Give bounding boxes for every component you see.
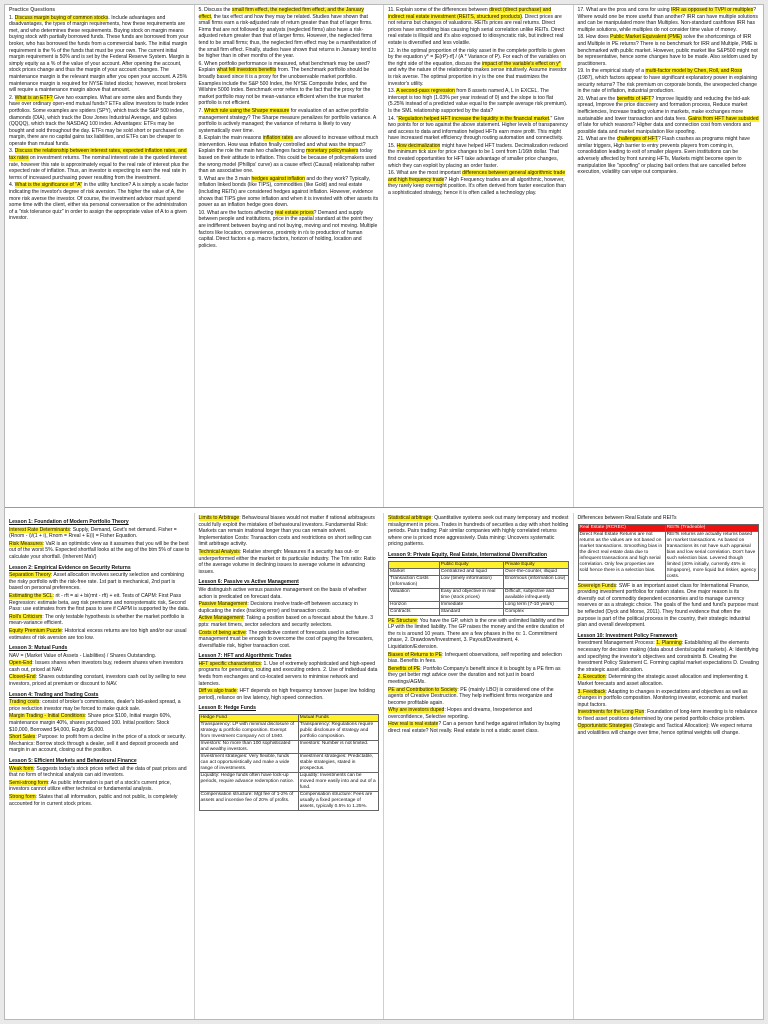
l4-c-text: : Purpose: to profit from a decline in the price of a stock or security. Mechanics: Borrow stock through a dealer, sell it and deposit proceeds and margin in an account, closing out the position.	[9, 734, 186, 754]
table-cell: Low (timely information)	[439, 575, 503, 588]
question-9	[199, 176, 380, 209]
l10-e-text: (Strategic and Tactical Allocation): We expect returns and volatilities will change over time, hence optimal weights will change.	[577, 723, 753, 737]
l4-b-text: : Share price $100, Initial margin 60%, maintenance margin 40%, shares purchased 100. Initial position: Stock $10,000, Borrowed $4,000, Equity $6,000.	[9, 713, 172, 733]
table-cell: Standard	[439, 608, 503, 615]
table-cell: Liquidity: Investments can be moved more easily into and out of a fund.	[298, 773, 378, 792]
q4-prefix: 4.	[9, 182, 15, 189]
table-header-row	[389, 561, 569, 568]
q19-highlight: multi-factor model by Chen, Roll, and Ross	[645, 68, 743, 75]
q14-highlight: Regulation helped HFT increase the liquidity in the financial market	[398, 115, 550, 122]
l9-e-text: : Hopes and dreams, Inexperience and overconfidence, Selective reporting.	[388, 707, 533, 720]
table-header: Private Equity	[504, 561, 569, 568]
question-2	[9, 95, 190, 148]
l2-d-highlight: Equity Premium Puzzle	[9, 627, 62, 634]
q15-prefix: 15.	[388, 142, 397, 149]
table-cell: Investment strategies: Very flexible, funds can act opportunistically and make a wide range of investments.	[199, 754, 298, 773]
lesson-3-title: Lesson 3: Mutual Funds	[9, 645, 68, 652]
table-header	[389, 561, 440, 568]
table-row	[389, 588, 569, 601]
l2-a-highlight: Separation Theory	[9, 572, 51, 579]
l1-b-text: : VaR is an optimistic view as it assumes that you will be the best out of the worst 5%. Expected shortfall looks at the avg of the btm 5% of case to calculate your shortfall. (Inherent MaV)	[9, 540, 190, 560]
l4-trading-costs	[9, 699, 190, 712]
question-10	[199, 210, 380, 250]
l9-biases	[388, 652, 569, 665]
q21-prefix: 21. What are the	[577, 136, 617, 143]
q15-highlight: How decimalization	[396, 142, 441, 149]
l9-duped	[388, 707, 569, 720]
lesson-9-title: Lesson 9: Private Equity, Real Estate, International Diversification	[388, 551, 547, 558]
q11-text: . Direct prices are not returns but changes of valuations. REITs prices are real returns. Direct prices have smoothing bias causing high serial correlation unlike REITs. Direct real estate is illiquid and it's also exposed to idiosyncratic risk, but indirect real estate is diversified and less volatile.	[388, 13, 565, 46]
l9-a-text: : You have the GP, which is the one with unlimited liability and the LP with the limited liability. The GP raises the money and the entire duration of the rs is around 10 years. There are a few phases in the rs: 1. Commitment phase, 2. Drawdown/Investment, 3. Payout/Divestment, 4. Liquidation/Extension.	[388, 617, 565, 650]
table-header: Real Estate (RCREC)	[578, 524, 665, 531]
question-3	[9, 148, 190, 181]
question-7	[199, 108, 380, 134]
table-row	[389, 568, 569, 575]
l7-a-highlight: HFT specific characteristics	[198, 660, 261, 667]
l9-c-text: : Portfolio Company's benefit since it is bought by a PE firm as they get better mgt advice over the duration and not just in board meetings/AGMs.	[388, 665, 561, 685]
q1-prefix: 1.	[9, 14, 15, 21]
q3-text: on investment returns. The nominal interest rate is the quoted interest rate, however this rate is approximately equal to the real rate of interest plus the expected rate of inflation. Thus, an investor is expecting to earn the real rate in terms of increased purchasing power resulting from the investment.	[9, 155, 189, 181]
l9-d-highlight: PE and Contribution to Society	[388, 686, 458, 693]
l7-a-text: : 1. Use of extremely sophisticated and high-speed programs for generating, routing and executing orders. 2. Use of individual data feeds from exchanges and co-located servers to minimise network and latencies.	[198, 660, 378, 687]
l5-d-text: : Behavioural biases would not matter if rational arbitrageurs could fully exploit the mistakes of behavioural investors. Fundamental Risk: Markets can remain irrational longer than you can remain solvent. Implementation Costs: Transaction costs and restrictions on short selling can limit arbitrage activity.	[198, 515, 375, 548]
q3-prefix: 3.	[9, 148, 15, 155]
l9-society	[388, 687, 569, 707]
q10-prefix: 10. What are the factors affecting	[198, 209, 275, 216]
l6-d-highlight: Costs of being active	[198, 629, 246, 636]
l9-b-text: : Infrequent observations, self reporting and selection bias. Benefits in fees.	[388, 651, 562, 665]
lesson-column-2	[195, 513, 385, 1019]
question-14	[388, 116, 569, 142]
l7-b-text: : HFT depends on high frequency turnover (super low holding period), reliance on low latency, high speed connection.	[198, 688, 376, 701]
q5-prefix: 5. Discuss the	[198, 7, 232, 13]
q7-prefix: 7.	[198, 107, 205, 114]
l2-equity-premium	[9, 628, 190, 641]
table-header-row	[578, 524, 759, 531]
lesson-6-title: Lesson 6: Passive vs Active Management	[198, 579, 299, 586]
table-header: Mutual Funds	[298, 715, 378, 722]
hedge-vs-mutual-table	[199, 714, 380, 811]
l9-real-estate	[388, 721, 569, 734]
q7-text: for evaluation of an active portfolio management strategy? The Sharpe measure penalizes for portfolio variance. A portfolio is actively managed; the variance of returns is likely to vary systematically over time.	[198, 107, 376, 134]
q15-text: might have helped HFT traders. Decimalization reduced the minimum tick size for price changes to be 1 cent from 1/16th dollar. That first created opportunities for HFT take advantage of smaller price changes, which they can exploit by placing an order faster.	[388, 142, 568, 169]
l9-f-text: ? Can a person fund hedge against inflation by buying direct real estate? Not really. Real estate is not a static asset class.	[388, 721, 561, 735]
question-6	[199, 61, 380, 107]
lesson-column-1	[5, 513, 195, 1019]
l1-b-highlight: Risk Measures	[9, 540, 43, 547]
lesson-column-3	[384, 513, 574, 1019]
q12-highlight: impact of the variable's effect on y*	[482, 60, 561, 67]
q20b-text: of late for which reasons? Higher data and connection cost from vendors and possible data and market manipulation like spoofing.	[577, 122, 752, 135]
q8-text-2: today based on their attitude to inflation. This could be because of policymakers used the wrong model (Phillips' curve) as a cause effect (Causal) relationship rather than an associative one.	[198, 148, 377, 175]
table-cell: Difficult, subjective and available infrequently	[504, 588, 569, 601]
table-cell: Compensation structure: Mgt fee of 1-2% of assets and incentive fee of 20% of profits.	[199, 792, 298, 811]
lesson-1-title: Lesson 1: Foundation of Modern Portfolio Theory	[9, 519, 129, 525]
sw-text: : SWF is an important asset class for International Finance, providing investment portfolios for nation states. One major reason is its diversify out of commodity dependent economies and to manage currency reserves or as a strategic choice. The goals of the fund and fund's purpose must be reflected (Dyck and Morse, 2011). They found evidence that often the purpose is part of the political process in the country, their strategic industrial plan and overall development.	[577, 582, 759, 629]
table-header-row	[199, 715, 379, 722]
re-vs-reit-table	[578, 524, 760, 581]
q13-prefix: 13.	[388, 88, 397, 95]
l5-strong	[9, 794, 190, 807]
l4-margin	[9, 713, 190, 733]
l5-e-text: : Relative strength: Measures if a security has out- or underperformed either the market or its particular industry. The Trin ratio: Ratio of the average volume in declining issues to average volume in advancing issues.	[198, 548, 376, 575]
l10-long-run	[578, 709, 760, 722]
l10-c-text: : Adapting to changes in expectations and objectives as well as changes in portfolio composition. Monitoring investor, economic and market input factors.	[577, 688, 748, 708]
q16-text: ? High Frequency trades are all algorithmic, however, they rarely keep overnight position. It's often derived from faster execution than a sophisticated strategy, hence it is often called a technology play.	[388, 176, 566, 197]
table-row	[199, 722, 379, 741]
l8-a-highlight: Statistical arbitrage	[388, 515, 432, 521]
question-13	[388, 88, 569, 114]
l10-d-text: : Foundation of long-term investing is to rebalance to fixed asset positions determined by one period portfolio choice problem.	[577, 709, 758, 722]
q3-highlight: Discuss the relationship between interest rates, expected inflation rates, and tax rates	[9, 148, 187, 162]
question-20	[578, 96, 760, 136]
question-16	[388, 170, 569, 196]
q5-text: , the tax effect and how they may be related. Studies have shown that small firms earn a risk-adjusted rate of return greater than that of larger firms. Firms that are not followed by analysts (neglected firms) also have a risk-adjusted return greater than that of larger firms. However, the neglected firms tend to be small firms; thus, the neglected firm effect may be a manifestation of the small firm effect. Finally, studies have shown that returns in January tend to be higher than in other months of the year.	[198, 13, 377, 60]
l4-short-sales	[9, 734, 190, 754]
l9-d-text: : PE (mainly LBO) is considered one of the agents of Creative Destruction. They help inefficient firms reorganize and become profitable again.	[388, 686, 554, 706]
l7-b-highlight: Diff vs algo trade	[198, 688, 237, 695]
table-row	[199, 792, 379, 811]
l9-c-highlight: Benefits of PE	[388, 665, 421, 672]
l6-passive	[199, 601, 380, 614]
q18-highlight: Public Market Equivalent (PME)	[610, 34, 682, 41]
l5-weak-form	[9, 766, 190, 779]
q1-text: . Include advantages and disadvantages, the types of margin requirements, how these requirements are met, and who determines these requirements. Buying stock on margin means buying stock with partially borrowed funds. These funds are borrowed from your broker, who has borrowed the funds from a commercial bank. The initial margin requirement is the % of the funds that must be your own. The current initial margin requirement is 50% and is set by the Federal Reserve System. Margin is simply equity as a % of the value of your account. After opening the account, stock prices change and thus the margin of your account changes. The maintenance margin is the relevant margin after you open your account. A 25% maintenance margin is required for NYSE listed stocks; however, most brokers will require a maintenance margin above that amount.	[9, 14, 190, 94]
l5-b-text: : As public information is part of a stock's current price, investors cannot utilize either technical or fundamental analysis.	[9, 779, 172, 793]
l9-b-highlight: Biases of Returns to PE	[388, 651, 443, 658]
l8-a-text: : Quantitative systems seek out many temporary and modest misalignment in prices. Trades in hundreds of securities a day with short holding periods. Pairs trading: Pair similar companies with highly correlated returns where one is priced more aggressively. Data mining: Uncovers systematic pricing patterns.	[388, 515, 569, 548]
q2-text: Give two examples. What are some ales and Bunds they have over ordinary open-end mutual funds? ETFs allow investors to trade index portfolios. Some examples are spiders (SPY), which track the S&P 500 index, diamonds (DIA), which track the Dow Jones Industrial Average, and qubes (QQQQ), which track the NASDAQ 100 index. Advantages: ETFs may be bought and sold throughout the day. ETFs may be sold short or purchased on margin, there are no capital gains tax liabilities, and ETFs can be cheaper to operate than mutual funds.	[9, 94, 189, 147]
l3-b-highlight: Open-End	[9, 660, 33, 667]
q2-highlight: What is an ETF?	[14, 94, 53, 101]
question-4	[9, 182, 190, 222]
table-cell: Direct Real Estate Returns are not returns as the values are not based on market transactions. Smoothing bias in the direct real estate data due to infrequent transactions and high serial correlation. Only few properties are sold hence there is a selection bias.	[578, 531, 665, 580]
l3-closed-end	[9, 674, 190, 687]
l2-c-text: : The only testable hypothesis is whether the market portfolio is mean-variance efficient.	[9, 613, 185, 627]
l10-feedback	[578, 689, 760, 709]
l9-f-highlight: How real is real estate	[388, 721, 439, 728]
l2-a-text: : Asset allocation involves security selection and combining the risky portfolio with the risk-free rate. 1st part is mechanical, 2nd part is based on personal preferences.	[9, 572, 184, 592]
l7-diff	[199, 688, 380, 701]
l4-a-highlight: Trading costs	[9, 699, 40, 706]
l10-execution	[578, 674, 760, 687]
q9-text: and do they work? Typically, inflation linked bonds (like TIPS), commodities (like Gold) and real estate (including REITs) are considered hedges against inflation. However, evidence shows that TIPS give some inflation and when it is invested with other assets its power as an inflation hedge goes down.	[198, 175, 379, 209]
l6-d-text: : The predictive content of forecasts used in active management must be enough to overcome the cost of paying the forecasters, diversifiable risk, higher transaction cost.	[198, 629, 374, 649]
l5-limits-arbitrage	[199, 515, 380, 548]
q1-highlight: Discuss margin buying of common stocks	[14, 14, 109, 21]
table-cell: Contracts	[389, 608, 440, 615]
table-row	[389, 575, 569, 588]
lesson-8-title: Lesson 8: Hedge Funds	[198, 705, 256, 712]
question-15	[388, 143, 569, 169]
l5-c-text: : States that all information, public and not public, is completely accounted for in current stock prices.	[9, 793, 178, 807]
l7-hft	[199, 661, 380, 687]
l2-roll	[9, 614, 190, 627]
l9-benefits	[388, 666, 569, 686]
lesson-5-title: Lesson 5: Efficient Markets and Behavioural Finance	[9, 758, 137, 764]
l5-b-highlight: Semi-strong form	[9, 779, 49, 786]
l2-c-highlight: Roll's Criticism	[9, 613, 43, 620]
table-row	[199, 754, 379, 773]
question-11	[388, 7, 569, 47]
l10-a-text: Investment Management Process:	[577, 640, 657, 647]
q10-highlight: real estate prices	[274, 209, 314, 216]
lesson-notes-section	[5, 513, 763, 1019]
l5-e-highlight: Technical Analysis	[198, 548, 240, 555]
q6-text: from. The benchmark portfolio should be broadly based since it is a proxy for the unobservable market portfolio. Examples include the S&P 500 Index, the NYSE Composite Index, and the Wilshire 5000 Index. Benchmark error refers to the fact that the proxy for the market portfolio may not be mean-variance efficient when the true market portfolio is not efficient.	[198, 67, 371, 107]
q4-highlight: What is the significance of "A"	[14, 182, 83, 189]
q9-highlight: hedges against inflation	[251, 175, 305, 182]
q19-text: (1987), which factors appear to have significant explanatory power in explaining security returns? The risk premium on corporate bonds, the unexpected change in the rate of inflation, industrial production.	[577, 74, 758, 95]
table-header: Public Equity	[439, 561, 503, 568]
l1-a-highlight: Interest Rate Determinants	[9, 526, 70, 533]
table-cell: Easy and objective in real time (stock prices)	[439, 588, 503, 601]
q17-highlight: IRR as opposed to TVPI or multiples	[670, 7, 754, 13]
l6-c-highlight: Active Management	[198, 615, 244, 622]
q21-text: ? Flash crashes as programs might have similar triggers, High barrier to entry prevents players from coming in, consolidation leading to exit of smaller players. Even institutions can be adversely affected by front running HFTs, Markets might become open to manipulation like "spoofing" or placing bait orders that are cancelled before execution, volatility can wipe out companies.	[577, 136, 750, 176]
lesson-2-title: Lesson 2: Empirical Evidence on Security Returns	[9, 564, 131, 571]
l6-c-text: : Taking a position based on a forecast about the future. 3 ppts: market timers, sector selectors and security selectors.	[198, 615, 374, 628]
l6-intro: We distinguish active versus passive management on the basis of whether action is predicated on forecast data.	[198, 586, 367, 600]
l10-e-highlight: Opportunistic Strategies	[577, 723, 632, 730]
q11-prefix: 11. Explain some of the differences between	[388, 7, 490, 13]
l6-costs	[199, 630, 380, 650]
question-8	[199, 135, 380, 175]
q12-text: 12. In the optimal proportion of the risky asset in the complete portfolio is given by the equation y* = [E(rP)-rf] / (A * Variance of P). For each of the variables on the right side of the equation, discuss the	[388, 47, 566, 67]
l2-d-text: : Historical excess returns are too high and/or our usual estimates of risk aversion are too low.	[9, 627, 187, 641]
l5-a-text: : Suggests today's stock prices reflect all the data of past prices and that no form of technical analysis can aid investors.	[9, 765, 187, 779]
column-2	[195, 5, 385, 507]
l10-a-text-2: : Establishing all the elements necessary for decision making (data about clients/capital markets). A: Identifying and specifying the investor's objectives and constraints B. Creating the Investment Policy Statement C. Forming capital market expectations D. Creating the strategic asset allocation.	[577, 640, 759, 673]
question-19	[578, 68, 760, 94]
q19-prefix: 19. In the empirical study of a	[577, 68, 646, 75]
l10-c-highlight: 3. Feedback	[577, 688, 606, 695]
l1-a-text: : Supply, Demand, Govt's net demand. Fisher = (Rnom - i)/(1 + i), Rnom = Rreal + E(i) = Fisher Equation.	[9, 526, 177, 540]
cheat-sheet-page	[4, 4, 764, 1020]
table-cell: Transaction Costs (Information)	[389, 575, 440, 588]
lesson-4-title: Lesson 4: Trading and Trading Costs	[9, 691, 99, 698]
column-4	[574, 5, 764, 507]
q21-highlight: challenges of HFT	[616, 136, 658, 143]
l10-b-highlight: 2. Execution	[577, 674, 606, 681]
q16-prefix: 16. What are the most important	[388, 170, 463, 177]
q20-prefix: 20. What are the	[577, 95, 617, 102]
table-cell: Transparency: Regulations require public disclosure of strategy and portfolio composition.	[298, 722, 378, 741]
q18-text: solve the shortcomings of IRR and Multiple in PE returns? There is no benchmark for IRR and Multiple, PME is benchmarked with public market. However, public market like S&P500 might not be representative, hence some changes have to be made. Also seldom used by practitioners.	[577, 34, 758, 67]
q8-prefix: 8. Explain the main reasons	[198, 135, 263, 142]
l1-interest-rate	[9, 527, 190, 540]
column-1	[5, 5, 195, 507]
q13-text: from 8 assets named A, L in EXCEL. The intercept is too high (1.03% per year instead of 0) and the slope is too flat (5.25% instead of a predicted value equal to the sample average risk premium). Is the SML relationship supported by the data?	[388, 88, 568, 114]
table-header: REITs (Tradeable)	[665, 524, 758, 531]
q6-highlight: what fell investors benefits	[216, 67, 277, 74]
l9-a-highlight: PE Structure	[388, 617, 417, 624]
l6-active	[199, 615, 380, 628]
sw-highlight: Sovereign Funds	[577, 582, 617, 589]
l5-d-highlight: Limits to Arbitrage	[198, 515, 240, 521]
table-cell: Over-the-counter, illiquid	[504, 568, 569, 575]
table-cell: Liquidity: Hedge funds often have lock-up periods, require advance redemption notice.	[199, 773, 298, 792]
l10-b-text: : Determining the strategic asset allocation and implementing it. Market forecasts and asset allocation.	[577, 674, 749, 687]
q18-prefix: 18. How does	[577, 34, 611, 41]
q14-text: ." Give two points for or two against the above statement. Higher levels of transparency and access to data and information helped HFTs earn more profit. This might have increased market efficiency through routing automation and connectivity.	[388, 115, 568, 142]
q13-highlight: A second-pass regression	[396, 88, 455, 95]
table-cell: Valuation	[389, 588, 440, 601]
l3-c-text: : Shares outstanding constant, investors cash out by selling to new investors, priced at premium or discount to NAV.	[9, 674, 186, 688]
l3-b-text: : Issues shares when investors buy, redeem shares when investors cash out, priced at NAV.	[9, 660, 184, 673]
table-cell: Investors: Number is not limited.	[298, 741, 378, 754]
lesson-10-title: Lesson 10: Investment Policy Framework	[577, 632, 678, 639]
question-label: Practice Questions	[9, 7, 56, 13]
q16-highlight: differences between general algorithmic trade and high frequency trade	[388, 170, 566, 183]
table-cell: Market	[389, 568, 440, 575]
q8-highlight-2: monetary policymakers	[306, 148, 359, 155]
q12-text-2: and why the nature of the relationship makes sense intuitively. Assume investor is risk averse. The optimal proportion in y is the one that maximizes the investor's utility.	[388, 67, 567, 87]
table-row	[389, 601, 569, 608]
table-cell: Immediate	[439, 601, 503, 608]
l8-stat-arb	[388, 515, 569, 548]
re-vs-reit-heading: Differences between Real Estate and REITs	[577, 515, 677, 521]
lesson-column-4	[574, 513, 764, 1019]
l4-a-text: : consist of broker's commissions, dealer's bid-asked spread, a price reduction investor may be forced to make quick sale.	[9, 699, 181, 712]
l5-a-highlight: Weak form	[9, 765, 34, 772]
table-row	[389, 608, 569, 615]
q14-prefix: 14. "	[388, 115, 399, 122]
table-cell: REITs returns are actually returns based on market transactions. As based on transactions its not have such appraisal bias and low serial correlation. Don't have such selection bias. Levered though limited (40% initially, currently 45% in Singapore), more liquid but riskier, agency costs.	[665, 531, 758, 580]
q7-highlight: Which rule using the Sharpe measure	[204, 107, 290, 114]
table-header: Hedge Fund	[199, 715, 298, 722]
l10-process	[578, 640, 760, 673]
table-cell: Centralized and liquid	[439, 568, 503, 575]
table-cell: Enormous (information Low)	[504, 575, 569, 588]
q6-prefix: 6. When portfolio performance is measured, what benchmark may be used? Explain	[198, 60, 370, 74]
l3-open-end	[9, 660, 190, 673]
column-3	[384, 5, 574, 507]
question-17	[578, 7, 760, 33]
q4-text: in the utility function? A is simply a scale factor indicating the investor's degree of risk aversion. The higher the value of A, the more risk averse the investor. Of course, the investment advisor must spend some time with the client, either via personal conversation or the administration of a "risk tolerance quiz" in order to assign the appropriate value of A to a given investor.	[9, 182, 189, 222]
table-cell: Complex	[504, 608, 569, 615]
table-cell: Transparency: LP with minimal disclosure of strategy & portfolio composition. Exempt from Investment Company Act of 1940.	[199, 722, 298, 741]
l2-b-highlight: Estimating the SCL	[9, 592, 53, 599]
q10-text: ? Demand and supply between people and institutions, price in the spatial standard at the point they are indifferent between buying and not buying, moving and not moving. Multiple factors like location, convenience, proximity in r/s to production of human capital. Direct factors e.g. macro factors, horizon of holding, location and policies.	[198, 209, 378, 249]
q8-highlight: inflation rates	[262, 135, 294, 142]
l10-opportunistic	[578, 723, 760, 736]
table-row	[199, 741, 379, 754]
q8-text: are allowed to increase without much intervention. How was inflation finally controlled and what was the impact? Explain the role the main two challenges facing	[198, 135, 379, 155]
q9-prefix: 9. What are the 3 main	[198, 175, 252, 182]
lesson-7-title: Lesson 7: HFT and Algorithmic Trades	[198, 653, 292, 660]
q17-prefix: 17. What are the pros and cons for using	[577, 7, 671, 13]
q5-highlight: small firm effect, the neglected firm effect, and the January effect	[198, 7, 364, 20]
l10-a-highlight: 1. Planning	[656, 640, 682, 647]
table-cell: Compensation structure: Fees are usually a fixed percentage of assets, typically 0.5% to 1.25%.	[298, 792, 378, 811]
l6-b-highlight: Passive Management	[198, 601, 248, 608]
l2-separation	[9, 572, 190, 592]
q17-text: ? Where would one be more useful than another? IRR can have multiple solutions and can be manipulated more than Multiples. Non-standard cashflows IRR has multiple solutions, while multiples do not consider time value of money.	[577, 7, 758, 33]
l5-semi-strong	[9, 780, 190, 793]
l2-b-text: : rit - rft = ai + bi(rmt - rft) + eit. Tests of CAPM: First Pass Regression: estimate beta, avg risk premiums and nonsystematic risk, Second Pass: use estimates from the first pass to see if CAPM is supported by the data.	[9, 592, 190, 613]
table-cell: Investment strategies: Predictable, stable strategies, stated in prospectus.	[298, 754, 378, 773]
table-row	[578, 531, 759, 580]
q2-prefix: 2.	[9, 94, 15, 101]
table-cell: Long term (7-10 years)	[504, 601, 569, 608]
q11-highlight: direct (direct purchase) and indirect real estate investment (REITS, structured products)	[388, 7, 552, 20]
question-1	[9, 15, 190, 94]
question-5	[199, 7, 380, 60]
l2-scl	[9, 593, 190, 613]
l3-c-highlight: Closed-End	[9, 674, 36, 681]
l10-d-highlight: Investments for the Long Run	[577, 709, 645, 716]
q20b-highlight: Gains from HFT have subsided	[688, 115, 759, 122]
public-vs-private-table	[388, 561, 569, 616]
q20-highlight: benefits of HFT	[616, 95, 652, 102]
l3-nav: NAV = (Market Value of Assets - Liabilities) / Shares Outstanding.	[9, 652, 157, 659]
l1-risk-measures	[9, 541, 190, 561]
table-cell: Horizon	[389, 601, 440, 608]
l6-b-text: : Decisions involve trade-off between accuracy in duplicating the index (tracking error) and transaction costs.	[198, 601, 358, 614]
q20-text: ? Improve liquidity and reducing the bid-ask spread, Improve the price discovery and formation process, Reduce market inefficiencies, Increase trading volume in markets, make exchanges more sustainable and lower transaction and data fees.	[577, 95, 750, 122]
l5-technical	[199, 549, 380, 575]
sovereign-funds	[578, 583, 760, 629]
l4-b-highlight: Margin Trading - Initial Conditions	[9, 713, 85, 720]
table-cell: Investors: No more than 100 sophisticated and wealthy investors.	[199, 741, 298, 754]
l9-pe-structure	[388, 618, 569, 651]
l5-c-highlight: Strong form	[9, 793, 36, 800]
question-12	[388, 48, 569, 88]
table-row	[199, 773, 379, 792]
question-21	[578, 136, 760, 176]
question-18	[578, 34, 760, 67]
l9-e-highlight: Why are investors duped	[388, 707, 445, 714]
practice-questions-section	[5, 5, 763, 508]
l4-c-highlight: Short Sales	[9, 734, 36, 741]
